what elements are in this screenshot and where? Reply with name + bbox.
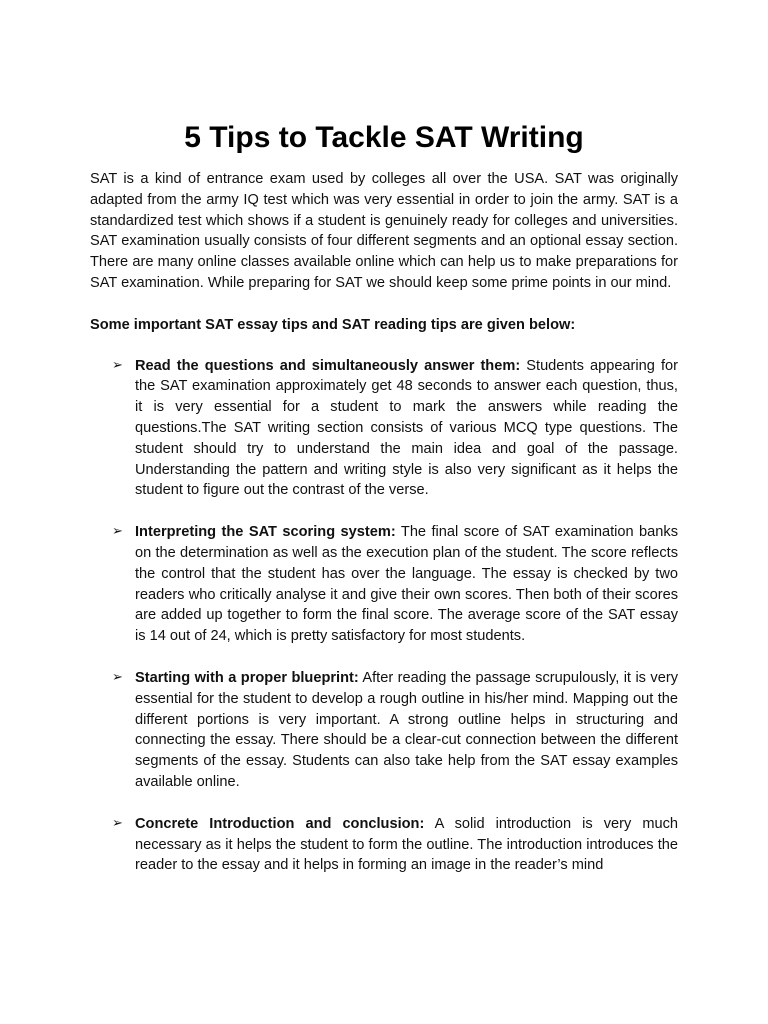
tip-heading: Read the questions and simultaneously answer them: (135, 357, 521, 374)
arrow-bullet-icon: ➢ (112, 815, 123, 831)
list-item (90, 814, 678, 876)
tip-heading: Interpreting the SAT scoring system: (135, 524, 396, 541)
list-item (90, 522, 678, 647)
tip-heading: Starting with a proper blueprint: (135, 669, 359, 686)
tip-heading: Concrete Introduction and conclusion: (135, 815, 425, 832)
tip-body: After reading the passage scrupulously, it is very essential for the student to develop a rough outline in his/her mind. Mapping out the different portions is very important. A strong outline helps in structuring and connecting the essay. There should be a clear-cut connection between the different segments of the essay. Students can also take help from the SAT essay examples available online. (135, 669, 679, 790)
tip-body: The final score of SAT examination banks on the determination as well as the execution plan of the student. The score reflects the control that the student has over the language. The essay is checked by two readers who critically analyse it and give their own scores. Then both of their scores are added up together to form the final score. The average score of the SAT essay is 14 out of 24, which is pretty satisfactory for most students. (135, 524, 678, 645)
arrow-bullet-icon: ➢ (112, 357, 123, 373)
tips-lead-in: Some important SAT essay tips and SAT reading tips are given below: (90, 316, 576, 333)
tip-paragraph (135, 356, 678, 502)
tips-list (90, 356, 678, 877)
tip-paragraph (135, 522, 678, 647)
tip-paragraph (135, 668, 678, 793)
document-title: 5 Tips to Tackle SAT Writing (184, 121, 584, 154)
list-item (90, 356, 678, 502)
tip-body: A solid introduction is very much necessary as it helps the student to form the outline. The introduction introduces the reader to the essay and it helps in forming an image in the reader’s mind (135, 815, 678, 874)
intro-paragraph: SAT is a kind of entrance exam used by colleges all over the USA. SAT was originally adapted from the army IQ test which was very essential in order to join the army. SAT is a standardized test which shows if a student is genuinely ready for colleges and universities. SAT examination usually consists of four different segments and an optional essay section. There are many online classes available online which can help us to make preparations for SAT examination. While preparing for SAT we should keep some prime points in our mind. (90, 171, 678, 291)
arrow-bullet-icon: ➢ (112, 669, 123, 685)
list-item (90, 668, 678, 793)
arrow-bullet-icon: ➢ (112, 524, 123, 540)
tip-body: Students appearing for the SAT examination approximately get 48 seconds to answer each question, thus, it is very essential for a student to mark the answers while reading the questions.The SAT writing section consists of various MCQ type questions. The student should try to understand the main idea and goal of the passage. Understanding the pattern and writing style is also very significant as it helps the student to figure out the contrast of the verse. (135, 357, 678, 499)
tip-paragraph (135, 814, 678, 876)
